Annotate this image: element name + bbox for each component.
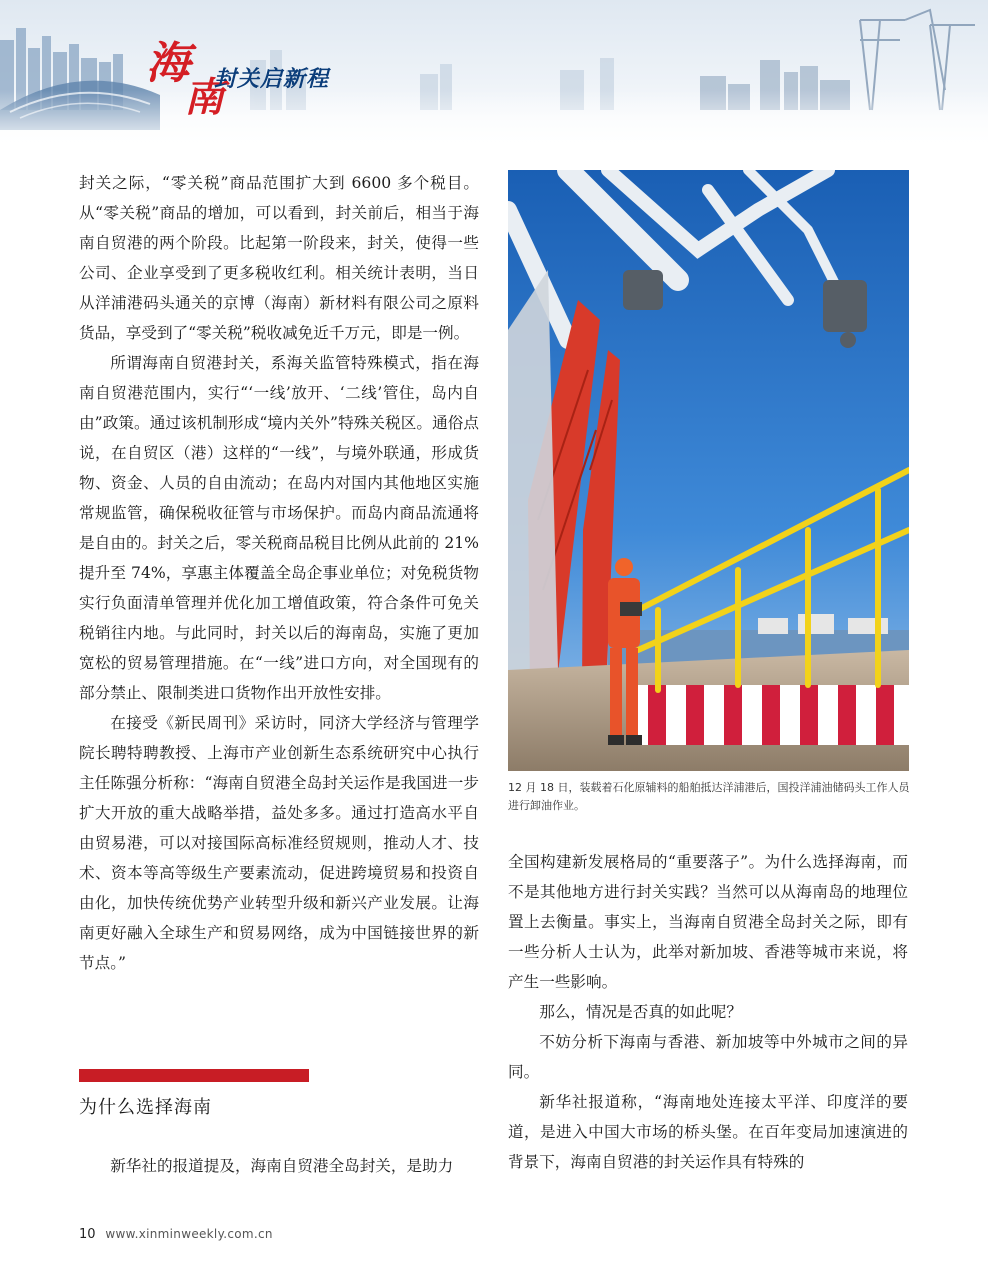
section-divider-bar bbox=[79, 1069, 309, 1082]
paragraph: 新华社的报道提及，海南自贸港全岛封关，是助力 bbox=[110, 1157, 454, 1175]
page-number: 10 bbox=[79, 1227, 96, 1242]
paragraph: 所谓海南自贸港封关，系海关监管特殊模式，指在海南自贸港范围内，实行“‘一线’放开、‘二线’管住，岛内自由”政策。通过该机制形成“境内关外”特殊关税区。通俗点说，在自贸区（港）这样的“一线”，与境外联通，形成货物、资金、人员的自由流动；在岛内对国内其他地区实施常规监管，确保税收征管与市场保护。而岛内商品流通将是自由的。封关之后，零关税商品税目比例从此前的 21% 提升至 74%，享惠主体覆盖全岛企事业单位；对免税货物实行负面清单管理并优化加工增值政策，符合条件可免关税销往内地。与此同时，封关以后的海南岛，实施了更加宽松的贸易管理措施。在“一线”进口方向，对全国现有的部分禁止、限制类进口货物作出开放性安排。 bbox=[79, 354, 479, 702]
paragraph: 那么，情况是否真的如此呢？ bbox=[539, 1003, 742, 1021]
right-column bbox=[508, 847, 908, 1177]
logo-character-hai: 海 bbox=[146, 38, 190, 89]
header-banner bbox=[0, 0, 988, 150]
section-logo bbox=[140, 38, 370, 122]
paragraph: 在接受《新民周刊》采访时，同济大学经济与管理学院长聘特聘教授、上海市产业创新生态系统研究中心执行主任陈强分析称：“海南自贸港全岛封关运作是我国进一步扩大开放的重大战略举措，益处多多。通过打造高水平自由贸易港，可以对接国际高标准经贸规则，推动人才、技术、资本等高等级生产要素流动，促进跨境贸易和投资自由化，加快传统优势产业转型升级和新兴产业发展。让海南更好融入全球生产和贸易网络，成为中国链接世界的新节点。” bbox=[79, 714, 479, 972]
website-link[interactable]: www.xinminweekly.com.cn bbox=[105, 1227, 273, 1241]
port-photo bbox=[508, 170, 909, 771]
paragraph: 新华社报道称，“海南地处连接太平洋、印度洋的要道，是进入中国大市场的桥头堡。在百年变局加速演进的背景下，海南自贸港的封关运作具有特殊的 bbox=[508, 1093, 908, 1171]
page-footer bbox=[79, 1227, 273, 1242]
logo-subtitle: 封关启新程 bbox=[214, 67, 330, 92]
photo-caption: 12 月 18 日，装载着石化原辅料的船舶抵达洋浦港后，国投洋浦油储码头工作人员进行卸油作业。 bbox=[508, 781, 910, 812]
paragraph: 不妨分析下海南与香港、新加坡等中外城市之间的异同。 bbox=[508, 1033, 908, 1081]
paragraph: 全国构建新发展格局的“重要落子”。为什么选择海南，而不是其他地方进行封关实践？当然可以从海南岛的地理位置上去衡量。事实上，当海南自贸港全岛封关之际，即有一些分析人士认为，此举对新加坡、香港等城市来说，将产生一些影响。 bbox=[508, 853, 908, 991]
logo-character-nan: 南 bbox=[184, 74, 224, 121]
paragraph: 封关之际，“零关税”商品范围扩大到 6600 多个税目。从“零关税”商品的增加，可以看到，封关前后，相当于海南自贸港的两个阶段。比起第一阶段来，封关，使得一些公司、企业享受到了更多税收红利。相关统计表明，当日从洋浦港码头通关的京博（海南）新材料有限公司之原料货品，享受到了“零关税”税收减免近千万元，即是一例。 bbox=[79, 174, 479, 342]
section-title: 为什么选择海南 bbox=[79, 1097, 212, 1118]
left-column-bottom bbox=[79, 1151, 479, 1181]
left-column bbox=[79, 168, 479, 978]
